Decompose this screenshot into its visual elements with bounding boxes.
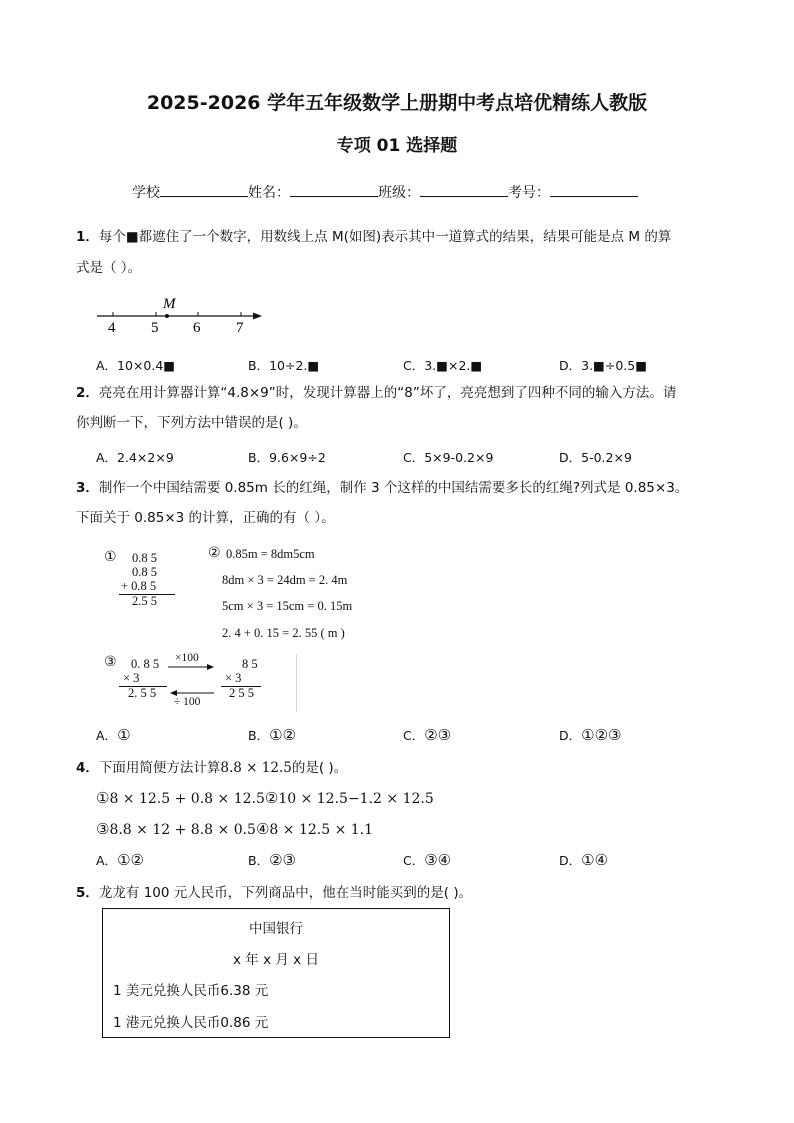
question-4 <box>76 759 347 777</box>
point-m <box>165 314 169 318</box>
question-1 <box>76 228 671 246</box>
option-value: ①② <box>269 726 296 744</box>
option-value: ①② <box>117 851 144 869</box>
bank-name: 中国银行 <box>249 921 303 937</box>
student-info-row <box>132 182 638 202</box>
question-number: 2． <box>76 385 99 401</box>
option-b[interactable]: B．10÷2.■ <box>248 358 320 373</box>
option-value: ③④ <box>424 851 452 869</box>
question-number: 1． <box>76 229 99 245</box>
page-subtitle: 专项 01 选择题 <box>336 136 458 156</box>
option-a[interactable]: A．10×0.4■ <box>96 358 176 373</box>
method-3-left-row: 0. 8 5 <box>131 657 160 671</box>
tick-label: 6 <box>193 320 201 336</box>
option-a[interactable] <box>96 851 144 869</box>
expression-row-2 <box>96 820 373 838</box>
option-b[interactable]: B．9.6×9÷2 <box>248 450 326 465</box>
option-b[interactable] <box>248 851 296 869</box>
method-3-right-row: 2 5 5 <box>229 686 254 700</box>
number-field[interactable] <box>550 182 638 197</box>
option-c[interactable]: C．3.■×2.■ <box>403 358 483 373</box>
option-letter: A． <box>96 728 118 743</box>
option-letter: C． <box>403 853 425 868</box>
school-field[interactable] <box>160 182 248 197</box>
option-c[interactable] <box>403 726 451 744</box>
option-d[interactable]: D．5-0.2×9 <box>559 450 632 465</box>
exchange-rate-box <box>102 908 450 1038</box>
arrow-top-label: ×100 <box>175 652 199 664</box>
method-2-mark: ② <box>208 545 221 561</box>
method-2-row: 2. 4 + 0. 15 = 2. 55 ( m ) <box>222 626 345 640</box>
question-1-line2: 式是（ ）。 <box>76 260 142 276</box>
option-letter: C． <box>403 728 425 743</box>
option-c[interactable] <box>403 851 451 869</box>
question-expression: 8.8 × 12.5 <box>220 760 292 776</box>
question-3-line2: 下面关于 0.85×3 的计算，正确的有（ ）。 <box>76 510 335 526</box>
option-c[interactable]: C．5×9-0.2×9 <box>403 450 494 465</box>
option-letter: B． <box>248 853 270 868</box>
tick-label: 5 <box>151 320 159 336</box>
method-2-row: 0.85m = 8dm5cm <box>226 547 315 561</box>
number-label: 考号： <box>508 185 550 201</box>
option-value: ②③ <box>424 726 452 744</box>
question-text: 龙龙有 100 元人民币，下列商品中，他在当时能买到的是( )。 <box>98 885 473 901</box>
expr-mark: ③ <box>96 820 110 838</box>
option-a[interactable] <box>96 726 131 744</box>
method-1-row: 0.8 5 <box>132 565 157 579</box>
option-value: ① <box>117 726 131 744</box>
question-text: 制作一个中国结需要 0.85m 长的红绳，制作 3 个这样的中国结需要多长的红绳?列式是 0.85×3。 <box>98 480 689 496</box>
method-1-mark: ① <box>104 549 117 565</box>
question-text: 下面用简便方法计算 <box>98 760 221 776</box>
question-5 <box>76 884 472 902</box>
method-3-right-row: 8 5 <box>242 657 258 671</box>
expr-mark: ② <box>264 789 279 807</box>
question-number: 4． <box>76 760 99 776</box>
school-label: 学校 <box>132 185 160 201</box>
class-label: 班级： <box>378 185 420 201</box>
method-1-row: 2.5 5 <box>132 594 157 608</box>
method-2-row: 5cm × 3 = 15cm = 0. 15m <box>222 599 353 613</box>
arrow-bottom-label: ÷ 100 <box>174 696 201 708</box>
name-field[interactable] <box>290 182 378 197</box>
expr: 8.8 × 12 + 8.8 × 0.5 <box>109 822 256 838</box>
method-1-row: 0.8 5 <box>132 551 157 565</box>
expr: 8 × 12.5 × 1.1 <box>269 822 374 838</box>
method-3-right-row: × 3 <box>225 671 242 685</box>
option-b[interactable] <box>248 726 296 744</box>
point-m-label: M <box>163 296 176 312</box>
method-1-row: + 0.8 5 <box>121 579 157 593</box>
option-d[interactable]: D．3.■÷0.5■ <box>559 358 648 373</box>
option-value: ①②③ <box>581 726 622 744</box>
page-title: 2025-2026 学年五年级数学上册期中考点培优精练人教版 <box>146 92 648 114</box>
expr: 8 × 12.5 + 0.8 × 12.5 <box>109 791 265 807</box>
question-number: 3． <box>76 480 99 496</box>
question-2-line2: 你判断一下，下列方法中错误的是( )。 <box>76 415 307 431</box>
arrow-right-icon <box>166 662 216 672</box>
usd-rate: 1 美元兑换人民币6.38 元 <box>113 983 269 999</box>
option-letter: A． <box>96 853 118 868</box>
option-value: ②③ <box>269 851 296 869</box>
name-label: 姓名： <box>248 185 290 201</box>
method-2-row: 8dm × 3 = 24dm = 2. 4m <box>222 573 348 587</box>
question-3 <box>76 479 688 497</box>
question-text-suffix: 的是( )。 <box>291 760 348 776</box>
figure-divider <box>296 654 297 712</box>
class-field[interactable] <box>420 182 508 197</box>
option-a[interactable]: A．2.4×2×9 <box>96 450 174 465</box>
option-letter: D． <box>559 728 582 743</box>
rate-date: x 年 x 月 x 日 <box>233 952 319 968</box>
question-number: 5． <box>76 885 99 901</box>
option-d[interactable] <box>559 851 608 869</box>
option-value: ①④ <box>581 851 609 869</box>
method-3-left-row: × 3 <box>123 671 140 685</box>
expr-mark: ④ <box>255 820 270 838</box>
tick-label: 7 <box>236 320 244 336</box>
number-line-arrow-icon <box>253 313 262 320</box>
method-3-left-row: 2. 5 5 <box>128 686 157 700</box>
tick-label: 4 <box>108 320 116 336</box>
question-text: 每个■都遮住了一个数字，用数线上点 M(如图)表示其中一道算式的结果，结果可能是点 M 的算 <box>98 229 672 245</box>
option-letter: B． <box>248 728 270 743</box>
question-text: 亮亮在用计算器计算“4.8×9”时，发现计算器上的“8”坏了，亮亮想到了四种不同的输入方法。请 <box>98 385 677 401</box>
expr-mark: ① <box>96 789 110 807</box>
expr: 10 × 12.5−1.2 × 12.5 <box>278 791 434 807</box>
method-3-mark: ③ <box>104 654 117 670</box>
number-line-figure <box>92 292 272 338</box>
option-d[interactable] <box>559 726 621 744</box>
question-2 <box>76 384 676 402</box>
expression-row-1 <box>96 789 434 807</box>
option-letter: D． <box>559 853 582 868</box>
hkd-rate: 1 港元兑换人民币0.86 元 <box>113 1015 269 1031</box>
